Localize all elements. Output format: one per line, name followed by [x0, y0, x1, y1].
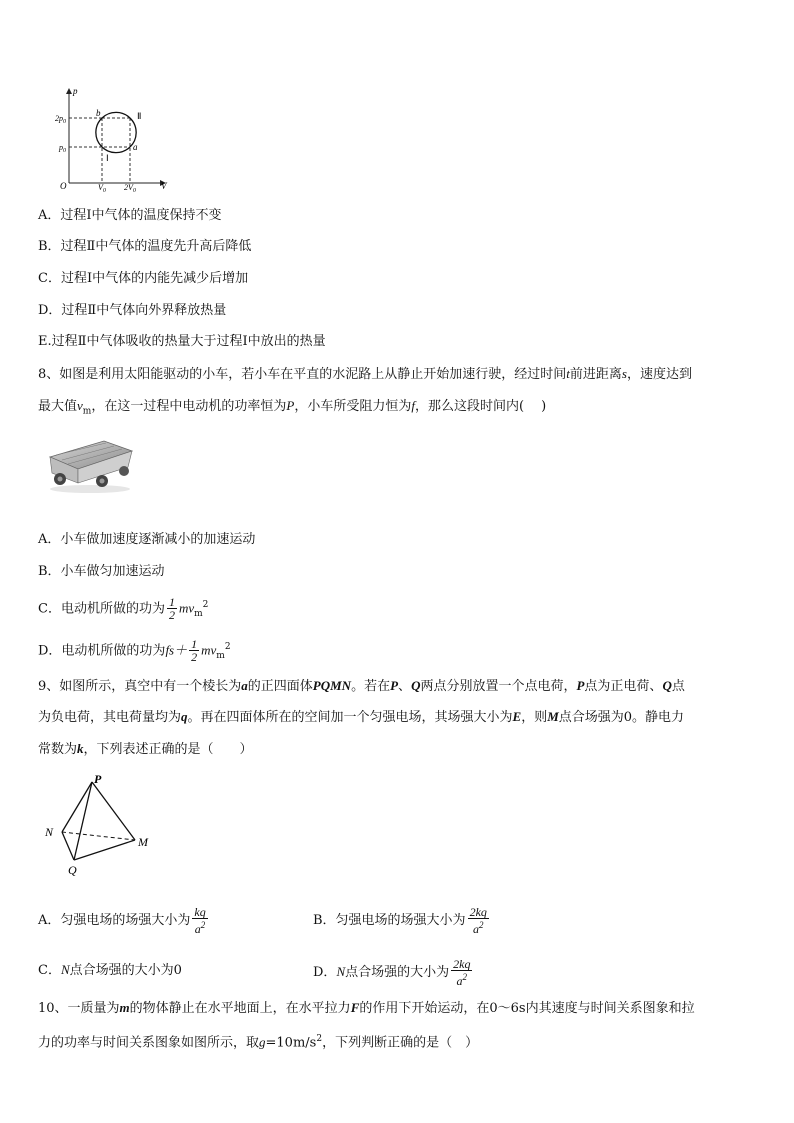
q8-stem-line1: 8、如图是利用太阳能驱动的小车，若小车在平直的水泥路上从静止开始加速行驶，经过时间t前进距离s，速度达到 — [38, 366, 692, 382]
edge-pm — [92, 782, 135, 840]
q7-option-b: B．过程Ⅱ中气体的温度先升高后降低 — [38, 239, 252, 254]
q9-option-b: B．匀强电场的场强大小为 $\frac{2kq}{a^2}$ — [313, 905, 487, 936]
edge-qm — [74, 840, 135, 860]
q9-stem-line2: 为负电荷，其电荷量均为q。再在四面体所在的空间加一个匀强电场，其场强大小为E，则M点合场强为0。静电力 — [38, 709, 685, 725]
q10-stem-line1: 10、一质量为m的物体静止在水平地面上，在水平拉力F的作用下开始运动，在0～6s内其速度与时间关系图象和拉 — [38, 1000, 695, 1016]
point-b: b — [96, 108, 101, 118]
fraction-kq-a2: $\frac{kq}{a^2}$ — [194, 905, 206, 936]
fraction-half: $\frac{1}{2}$ — [168, 595, 175, 623]
label-process-2: Ⅱ — [137, 111, 142, 121]
label-P: P — [94, 772, 102, 786]
tick-2p0: $2p_0$ — [55, 114, 66, 125]
q7-option-c: C．过程Ⅰ中气体的内能先减少后增加 — [38, 271, 249, 286]
fraction-2kq-a2: $\frac{2kq}{a^2}$ — [469, 905, 487, 936]
q10-stem-line2: 力的功率与时间关系图象如图所示，取$g=10m/s^2$，下列判断正确的是（ ） — [38, 1034, 479, 1051]
q8-option-d: D．电动机所做的功为fs＋ $\frac{1}{2}$ $mv_m^2$ — [38, 637, 231, 665]
q7-option-a: A．过程Ⅰ中气体的温度保持不变 — [38, 208, 222, 223]
q9-stem-line3: 常数为k，下列表述正确的是（ ） — [38, 741, 253, 757]
q9-option-c: C．N点合场强的大小为0 — [38, 962, 182, 978]
edge-pn — [62, 782, 92, 832]
label-process-1: Ⅰ — [106, 153, 109, 163]
pv-diagram — [55, 85, 175, 194]
label-Q: Q — [68, 863, 77, 877]
tick-2v0: $2V_0$ — [124, 183, 136, 194]
edge-nm — [62, 832, 135, 840]
tetrahedron-figure — [40, 770, 165, 880]
origin-label: O — [60, 181, 67, 191]
q9-stem-line1: 9、如图所示，真空中有一个棱长为a的正四面体PQMN。若在P、Q两点分别放置一个点电荷，P点为正电荷、Q点 — [38, 678, 685, 694]
q8-stem-line2: 最大值$v_m$，在这一过程中电动机的功率恒为P，小车所受阻力恒为f，那么这段时间内( ) — [38, 398, 547, 417]
tick-v0: $V_0$ — [98, 183, 106, 194]
q9-option-d: D．N点合场强的大小为 $\frac{2kq}{a^2}$ — [313, 957, 471, 988]
q8-option-a: A．小车做加速度逐渐减小的加速运动 — [38, 532, 256, 547]
axis-p-label: p — [73, 86, 78, 96]
q7-option-d: D．过程Ⅱ中气体向外界释放热量 — [38, 303, 227, 318]
edge-pq — [74, 782, 92, 860]
q8-option-c: C．电动机所做的功为 $\frac{1}{2}$ $mv_m^2$ — [38, 595, 209, 623]
edge-nq — [62, 832, 74, 860]
q7-option-e: E.过程Ⅱ中气体吸收的热量大于过程Ⅰ中放出的热量 — [38, 334, 326, 349]
q8-option-b: B．小车做匀加速运动 — [38, 564, 165, 579]
label-N: N — [45, 825, 54, 839]
fraction-2kq-a2: $\frac{2kq}{a^2}$ — [453, 957, 471, 988]
point-a: a — [133, 142, 138, 152]
tick-p0: $p_0$ — [59, 143, 66, 154]
fraction-half: $\frac{1}{2}$ — [191, 637, 198, 665]
solar-car-image — [44, 433, 136, 495]
q9-option-a: A．匀强电场的场强大小为 $\frac{kq}{a^2}$ — [38, 905, 206, 936]
axis-v-label: V — [161, 181, 167, 191]
label-M: M — [138, 835, 148, 849]
